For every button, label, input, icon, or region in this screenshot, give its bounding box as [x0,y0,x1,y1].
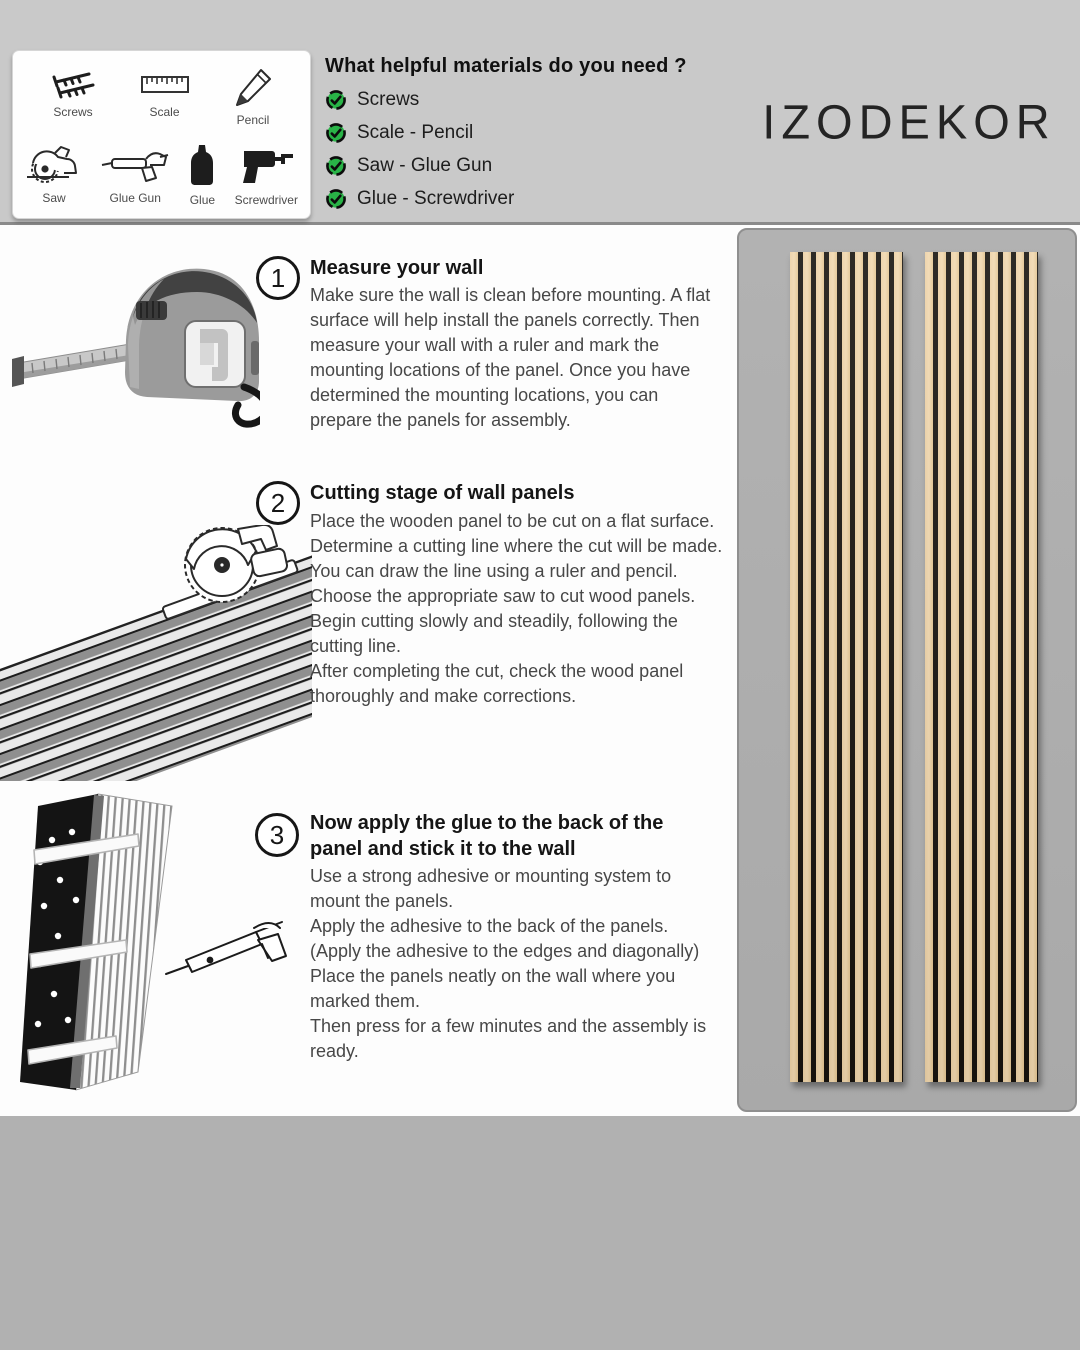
glue-bottle-icon [187,143,217,189]
step-paragraph: Determine a cutting line where the cut will be made. You can draw the line using a ruler and pencil. [310,536,723,581]
screws-icon [47,67,99,101]
ruler-icon [139,67,191,101]
tool-pencil [230,67,276,127]
tool-label: Glue Gun [109,191,161,205]
tool-screws [47,67,99,127]
panel-showcase [737,228,1077,1112]
wood-slat-panel [925,252,1038,1082]
tool-label: Saw [42,191,66,205]
step-paragraph: Use a strong adhesive or mounting system to mount the panels. [310,866,672,911]
wood-slat-panel [790,252,903,1082]
checklist-item [325,122,755,144]
saw-cutting-illustration [0,525,312,781]
check-icon [325,188,347,210]
checklist-item [325,155,755,177]
tools-row-bottom [13,143,310,207]
step-number-badge [256,256,300,300]
checklist-label: Glue - Screwdriver [357,188,515,209]
check-icon [325,122,347,144]
footer-band [0,1116,1080,1350]
step-paragraph: After completing the cut, check the wood panel thoroughly and make corrections. [310,661,684,706]
tool-label: Pencil [236,113,270,127]
materials-checklist [325,55,755,210]
step-paragraph: Place the wooden panel to be cut on a flat surface. [310,511,715,531]
step-paragraph: Then press for a few minutes and the assembly is ready. [310,1016,707,1061]
tool-label: Scale [149,105,180,119]
tool-glue [187,143,217,207]
step-paragraph: Apply the adhesive to the back of the panels. (Apply the adhesive to the edges and diagonally) [310,916,700,961]
step-paragraph: Place the panels neatly on the wall where you marked them. [310,966,676,1011]
tool-label: Glue [189,193,216,207]
step-paragraph: Make sure the wall is clean before mounting. A flat surface will help install the panels correctly. Then measure your wall with a ruler and mark the mounting locations of the panel. Once you have determined the mounting locations, you can prepare the panels for assembly. [310,285,711,430]
tape-measure-illustration [8,245,260,433]
checklist-label: Saw - Glue Gun [357,155,493,176]
tool-scale [139,67,191,127]
circular-saw-icon [25,143,83,187]
step-body [310,864,722,1064]
tools-row-top [13,67,310,127]
checklist-label: Scale - Pencil [357,122,474,143]
tool-label: Screwdriver [234,193,298,207]
glue-gun-icon [100,143,170,187]
step-paragraph: Begin cutting slowly and steadily, following the cutting line. [310,611,678,656]
checklist-title: What helpful materials do you need ? [325,55,687,77]
pencil-icon [230,67,276,109]
tool-label: Screws [53,105,93,119]
check-icon [325,89,347,111]
step-title: Cutting stage of wall panels [310,482,575,504]
tool-saw [25,143,83,207]
step-number-badge [256,481,300,525]
step-body [310,509,725,709]
brand-logo: IZODEKOR [762,94,1056,149]
step-number: 1 [270,262,286,293]
tools-box [12,50,311,219]
checklist-item [325,188,755,210]
step-body [310,283,722,433]
step-title: Measure your wall [310,257,484,279]
step-title: Now apply the glue to the back of the panel and stick it to the wall [310,812,664,860]
check-icon [325,155,347,177]
step-number-badge [255,813,299,857]
step-number: 2 [270,487,286,518]
tool-screwdriver [235,143,298,207]
drill-icon [238,143,294,189]
checklist-item [325,89,755,111]
header [0,0,1080,225]
step-paragraph: Choose the appropriate saw to cut wood panels. [310,586,696,606]
tool-glue-gun [100,143,170,207]
checklist-label: Screws [357,89,420,110]
step-number: 3 [269,819,285,850]
